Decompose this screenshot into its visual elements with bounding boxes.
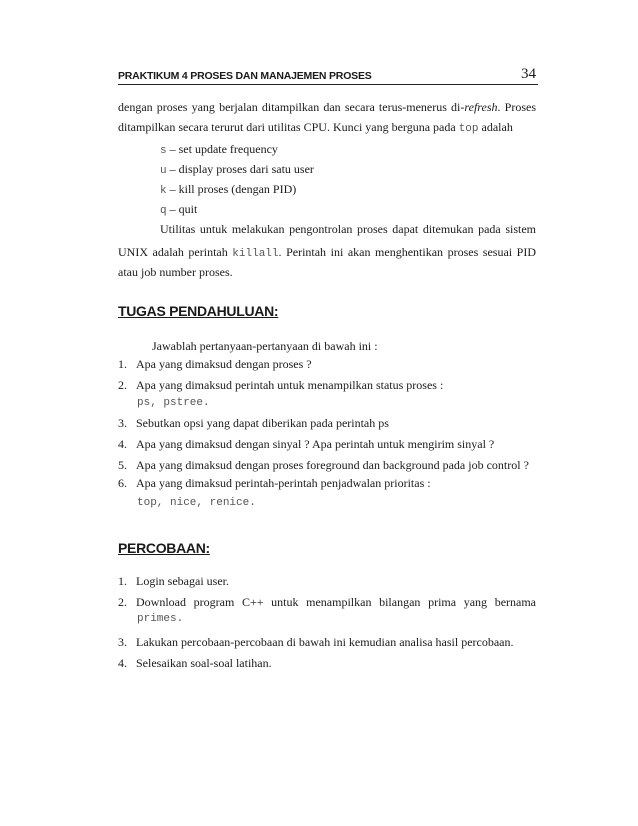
percobaan-heading: PERCOBAAN: (118, 540, 210, 556)
utilitas-line-1: Utilitas untuk melakukan pengontrolan proses dapat ditemukan pada sistem (160, 222, 536, 236)
key-desc: – display proses dari satu user (169, 162, 314, 176)
key-item (160, 180, 296, 200)
intro-line-1 (118, 98, 536, 117)
list-text: Apa yang dimaksud perintah untuk menampilkan status proses : (136, 378, 444, 392)
list-number: 4. (118, 437, 127, 451)
intro-text-end: . Proses (497, 100, 536, 114)
list-number: 3. (118, 635, 127, 649)
intro-emphasis: refresh (464, 100, 498, 114)
key-item (160, 140, 278, 160)
intro-text-2: ditampilkan secara terurut dari utilitas CPU. Kunci yang berguna pada (118, 120, 456, 134)
list-number: 1. (118, 574, 127, 588)
intro-text: dengan proses yang berjalan ditampilkan dan secara terus-menerus di- (118, 100, 465, 114)
list-text: Apa yang dimaksud perintah-perintah penjadwalan prioritas : (136, 476, 431, 490)
code-killall: killall (232, 248, 279, 260)
key-code: s (160, 145, 167, 157)
tugas-intro: Jawablah pertanyaan-pertanyaan di bawah ini : (152, 339, 378, 353)
key-item (160, 200, 197, 220)
header-title: PRAKTIKUM 4 PROSES DAN MANAJEMEN PROSES (118, 70, 372, 82)
key-item (160, 160, 314, 180)
intro-line-2 (118, 118, 536, 139)
list-text: Apa yang dimaksud dengan proses foreground dan background pada job control ? (136, 458, 529, 472)
list-number: 3. (118, 416, 127, 430)
list-number: 1. (118, 357, 127, 371)
utilitas-text-end: . Perintah ini akan menghentikan proses sesuai PID (278, 245, 537, 259)
utilitas-text: UNIX adalah perintah (118, 245, 228, 259)
page-number: 34 (521, 66, 536, 82)
utilitas-line-3: atau job number proses. (118, 265, 233, 279)
key-desc: – kill proses (dengan PID) (169, 182, 297, 196)
list-number: 2. (118, 378, 127, 392)
key-desc: – set update frequency (169, 142, 278, 156)
list-text: Download program C++ untuk menampilkan bilangan prima yang bernama (136, 595, 536, 609)
intro-text-2-end: adalah (481, 120, 513, 134)
key-code: k (160, 185, 167, 197)
key-code: q (160, 205, 167, 217)
list-text: Lakukan percobaan-percobaan di bawah ini kemudian analisa hasil percobaan. (136, 635, 514, 649)
list-number: 5. (118, 458, 127, 472)
code-ps-pstree: ps, pstree. (137, 397, 210, 409)
list-text: Sebutkan opsi yang dapat diberikan pada perintah ps (136, 416, 389, 430)
tugas-heading: TUGAS PENDAHULUAN: (118, 303, 279, 319)
page-header (118, 66, 538, 85)
list-number: 6. (118, 476, 127, 490)
list-text: Apa yang dimaksud dengan sinyal ? Apa perintah untuk mengirim sinyal ? (136, 437, 495, 451)
code-primes: primes. (137, 613, 184, 625)
list-number: 4. (118, 656, 127, 670)
code-top: top (458, 123, 479, 135)
code-top-nice-renice: top, nice, renice. (137, 497, 256, 509)
list-text: Login sebagai user. (136, 574, 229, 588)
list-text: Apa yang dimaksud dengan proses ? (136, 357, 312, 371)
key-desc: – quit (169, 202, 198, 216)
list-number: 2. (118, 595, 127, 609)
list-text: Selesaikan soal-soal latihan. (136, 656, 272, 670)
utilitas-line-2 (118, 243, 536, 264)
key-code: u (160, 165, 167, 177)
